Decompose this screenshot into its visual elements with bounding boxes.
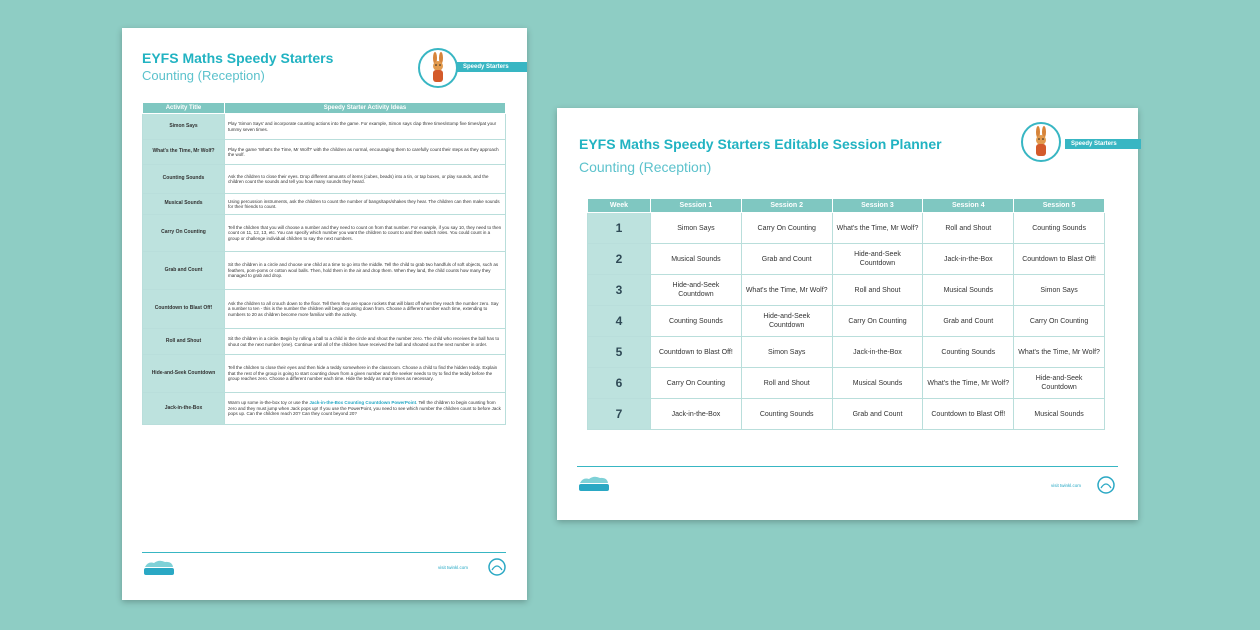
- column-header-week: Week: [588, 199, 651, 213]
- column-header-session: Session 2: [741, 199, 832, 213]
- table-row: [143, 140, 506, 165]
- activity-idea: Tell the children to close their eyes and then hide a teddy somewhere in the classroom. Choose a child to find the hidden teddy. Explain that the rest of the group is going to start counting down from a given number and the seeker needs to try to find the teddy before the group reaches zero. Choose a different number each time. Hide the teddy as many times as necessary.: [225, 355, 506, 393]
- session-cell[interactable]: Grab and Count: [923, 306, 1014, 337]
- session-cell[interactable]: Roll and Shout: [741, 368, 832, 399]
- session-cell[interactable]: Counting Sounds: [1014, 213, 1105, 244]
- activity-title: Carry On Counting: [143, 215, 225, 252]
- footer-url[interactable]: visit twinkl.com: [438, 565, 469, 570]
- week-number: 6: [588, 368, 651, 399]
- session-cell[interactable]: Simon Says: [1014, 275, 1105, 306]
- table-row: [143, 290, 506, 329]
- session-cell[interactable]: Grab and Count: [832, 399, 923, 430]
- session-cell[interactable]: Jack-in-the-Box: [923, 244, 1014, 275]
- activity-idea: Play 'Simon Says' and incorporate counting actions into the game. For example, Simon says clap three times/stomp five times/pat your tummy seven times.: [225, 114, 506, 140]
- twinkl-logo-icon: [142, 558, 176, 578]
- session-cell[interactable]: What's the Time, Mr Wolf?: [1014, 337, 1105, 368]
- speedy-starters-badge: Speedy Starters: [1065, 139, 1141, 149]
- activity-title: Grab and Count: [143, 252, 225, 290]
- session-cell[interactable]: Carry On Counting: [832, 306, 923, 337]
- speedy-starters-badge: Speedy Starters: [457, 62, 527, 72]
- activity-idea: Ask the children to close their eyes. Drop different amounts of items (cubes, beads) into a tin, or tap boxes, or play sounds, and the children count the sounds and tell you how many sounds they heard.: [225, 165, 506, 194]
- column-header-session: Session 3: [832, 199, 923, 213]
- table-header-row: [588, 199, 1105, 213]
- table-row: [143, 355, 506, 393]
- activity-idea-text: . Tell the children to begin counting from zero and they must jump when Jack pops up! If you use the PowerPoint, you need to see which number the children count to before Jack pops up. Can the children reach 20? Can they count beyond 20?: [228, 400, 501, 417]
- table-row: [588, 399, 1105, 430]
- quality-seal-icon: [486, 558, 508, 578]
- footer-url[interactable]: visit twinkl.com: [1051, 483, 1082, 488]
- activity-idea: Ask the children to all crouch down to the floor. Tell them they are space rockets that will blast off when they reach the number zero. Say a number to ten - this is the number the children will begin counting down from. Choose a different number each time, extending to numbers to 20 as children become more familiar with the activity.: [225, 290, 506, 329]
- table-row: [588, 368, 1105, 399]
- column-header-session: Session 1: [651, 199, 742, 213]
- activity-title: Counting Sounds: [143, 165, 225, 194]
- session-cell[interactable]: Hide-and-Seek Countdown: [1014, 368, 1105, 399]
- session-cell[interactable]: Hide-and-Seek Countdown: [651, 275, 742, 306]
- twinkl-logo-icon: [577, 474, 611, 494]
- session-cell[interactable]: Musical Sounds: [651, 244, 742, 275]
- activity-idea: Using percussion instruments, ask the children to count the number of bangs/taps/shakes they hear. The children can then make sounds for their friends to count.: [225, 194, 506, 215]
- session-cell[interactable]: Simon Says: [741, 337, 832, 368]
- activity-title: Simon Says: [143, 114, 225, 140]
- column-header-session: Session 4: [923, 199, 1014, 213]
- session-cell[interactable]: Hide-and-Seek Countdown: [741, 306, 832, 337]
- column-header: Speedy Starter Activity Ideas: [225, 103, 506, 114]
- table-row: [143, 215, 506, 252]
- footer-divider: [577, 466, 1118, 467]
- session-cell[interactable]: Countdown to Blast Off!: [1014, 244, 1105, 275]
- session-cell[interactable]: Countdown to Blast Off!: [923, 399, 1014, 430]
- powerpoint-link[interactable]: Jack-in-the-Box Counting Countdown PowerPoint: [309, 400, 417, 406]
- session-cell[interactable]: Simon Says: [651, 213, 742, 244]
- table-header-row: [143, 103, 506, 114]
- activity-title: Jack-in-the-Box: [143, 393, 225, 425]
- footer-divider: [142, 552, 506, 553]
- table-row: [143, 165, 506, 194]
- week-number: 4: [588, 306, 651, 337]
- quality-seal-icon: [1095, 476, 1117, 496]
- activity-title: Hide-and-Seek Countdown: [143, 355, 225, 393]
- table-row: [143, 114, 506, 140]
- session-cell[interactable]: Carry On Counting: [1014, 306, 1105, 337]
- activity-idea-text: Warm up some in-the-box toy or use the: [228, 400, 310, 406]
- page-title: EYFS Maths Speedy Starters Editable Session Planner: [579, 136, 942, 152]
- rabbit-mascot-icon: [1021, 122, 1061, 162]
- activity-idea: Sit the children in a circle. Begin by rolling a ball to a child in the circle and shout the number zero. The child who receives the ball has to shout out the next number (one). Continue until all of the children have received the ball and shouted out the next number in order.: [225, 329, 506, 355]
- page-title: EYFS Maths Speedy Starters: [142, 50, 334, 66]
- session-planner-page: [557, 108, 1138, 520]
- activity-idea: Play the game 'What's the Time, Mr Wolf?' with the children as normal, encouraging them to carefully count their steps as they approach the wolf.: [225, 140, 506, 165]
- activity-idea: Tell the children that you will choose a number and they need to count on from that number. For example, if you say 10, they need to then count on 11, 12, 13, etc. You can specify which number you want the children to count to and then switch roles. You could count in a group or challenge individual children to say the next numbers.: [225, 215, 506, 252]
- session-cell[interactable]: Hide-and-Seek Countdown: [832, 244, 923, 275]
- session-cell[interactable]: Carry On Counting: [651, 368, 742, 399]
- table-row: [588, 275, 1105, 306]
- table-row: [143, 252, 506, 290]
- session-cell[interactable]: Counting Sounds: [923, 337, 1014, 368]
- table-row: [143, 194, 506, 215]
- column-header-session: Session 5: [1014, 199, 1105, 213]
- session-cell[interactable]: Counting Sounds: [651, 306, 742, 337]
- session-cell[interactable]: What's the Time, Mr Wolf?: [832, 213, 923, 244]
- activity-title: What's the Time, Mr Wolf?: [143, 140, 225, 165]
- page-subtitle: Counting (Reception): [142, 68, 265, 83]
- session-cell[interactable]: Musical Sounds: [832, 368, 923, 399]
- activity-title: Roll and Shout: [143, 329, 225, 355]
- activity-title: Musical Sounds: [143, 194, 225, 215]
- rabbit-mascot-icon: [418, 48, 458, 88]
- week-number: 5: [588, 337, 651, 368]
- table-row: [588, 337, 1105, 368]
- table-row: [588, 244, 1105, 275]
- activity-title: Countdown to Blast Off!: [143, 290, 225, 329]
- activity-idea: Sit the children in a circle and choose one child at a time to go into the middle. Tell the child to grab two handfuls of soft objects, such as feathers, pom-poms or cotton wool balls. Then, hold them in the air and drop them. When they land, the child counts how many they managed to grab and drop.: [225, 252, 506, 290]
- activity-idea: [225, 393, 506, 425]
- column-header: Activity Title: [143, 103, 225, 114]
- session-cell[interactable]: Roll and Shout: [923, 213, 1014, 244]
- week-number: 1: [588, 213, 651, 244]
- session-cell[interactable]: Grab and Count: [741, 244, 832, 275]
- session-planner-table: [587, 198, 1105, 430]
- activity-ideas-table: [142, 102, 506, 425]
- week-number: 3: [588, 275, 651, 306]
- table-row: [588, 213, 1105, 244]
- activity-ideas-page: [122, 28, 527, 600]
- session-cell[interactable]: Countdown to Blast Off!: [651, 337, 742, 368]
- session-cell[interactable]: Musical Sounds: [923, 275, 1014, 306]
- session-cell[interactable]: Musical Sounds: [1014, 399, 1105, 430]
- week-number: 7: [588, 399, 651, 430]
- session-cell[interactable]: What's the Time, Mr Wolf?: [741, 275, 832, 306]
- session-cell[interactable]: Jack-in-the-Box: [832, 337, 923, 368]
- page-subtitle: Counting (Reception): [579, 159, 712, 175]
- table-row: [143, 393, 506, 425]
- table-row: [143, 329, 506, 355]
- session-cell[interactable]: Jack-in-the-Box: [651, 399, 742, 430]
- session-cell[interactable]: What's the Time, Mr Wolf?: [923, 368, 1014, 399]
- week-number: 2: [588, 244, 651, 275]
- session-cell[interactable]: Roll and Shout: [832, 275, 923, 306]
- session-cell[interactable]: Counting Sounds: [741, 399, 832, 430]
- session-cell[interactable]: Carry On Counting: [741, 213, 832, 244]
- table-row: [588, 306, 1105, 337]
